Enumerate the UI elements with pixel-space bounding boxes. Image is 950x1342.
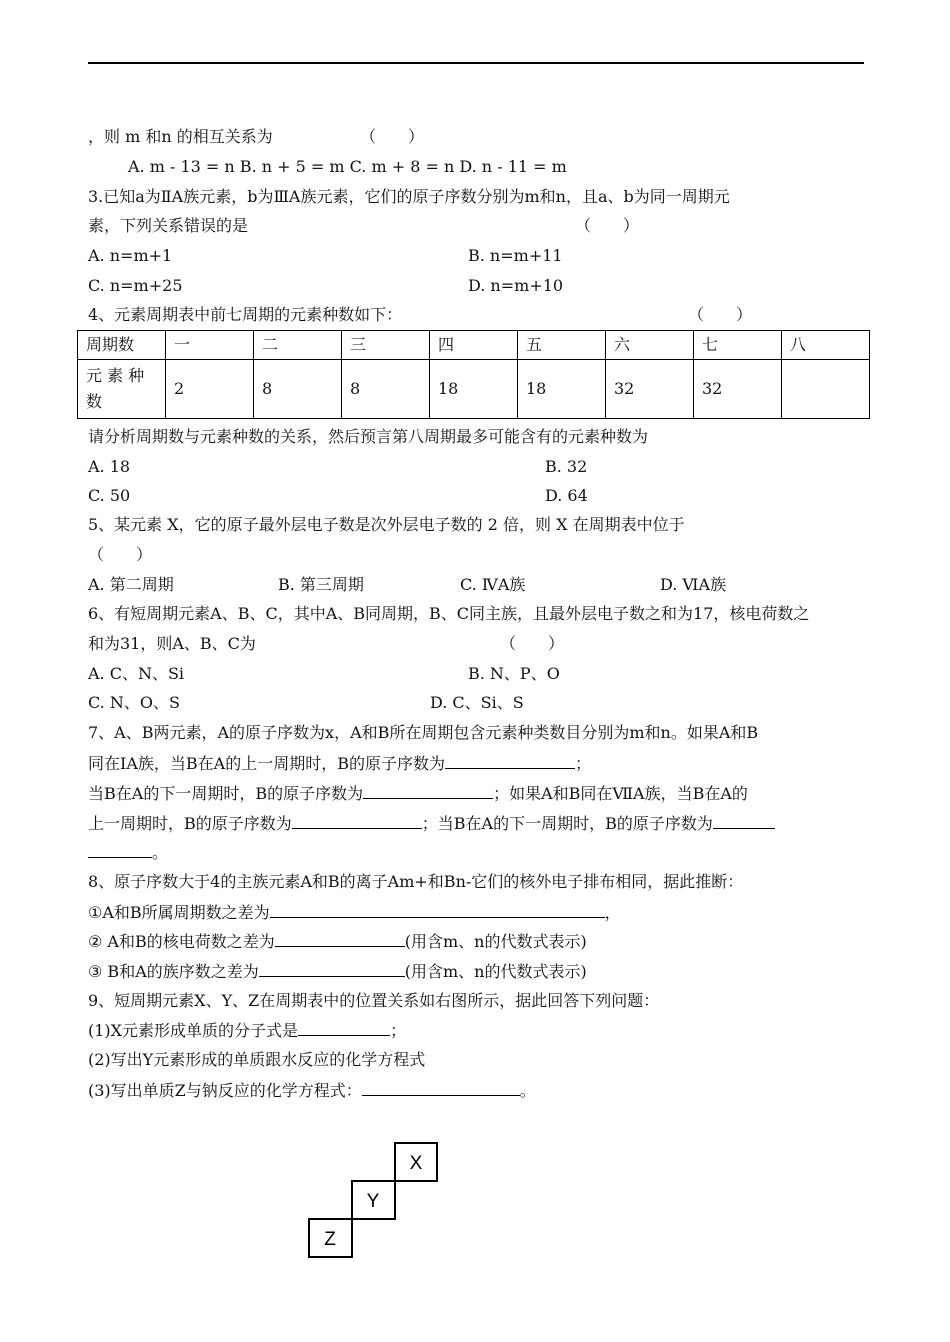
q8-sub3 <box>88 960 587 983</box>
q7-line5 <box>88 841 168 864</box>
q8-sub1-end: ， <box>604 903 621 922</box>
period-table <box>77 330 870 419</box>
q4-option-a: A. 18 <box>88 457 131 476</box>
q2-text: ，则 m 和n 的相互关系为 <box>88 127 273 146</box>
table-cell: 8 <box>342 360 430 419</box>
answer-blank[interactable] <box>270 901 605 918</box>
q4-paren: （ ） <box>688 305 753 324</box>
table-cell: 2 <box>166 360 254 419</box>
answer-blank[interactable] <box>275 930 405 947</box>
q4-question: 请分析周期数与元素种数的关系，然后预言第八周期最多可能含有的元素种数为 <box>88 427 649 446</box>
answer-blank[interactable] <box>362 1079 520 1096</box>
q3-line1: 3.已知a为ⅡA族元素，b为ⅢA族元素，它们的原子序数分别为m和n，且a、b为同一周期元 <box>88 187 730 206</box>
table-cell: 五 <box>518 331 606 360</box>
q7-line1: 7、A、B两元素，A的原子序数为x，A和B所在周期包含元素种类数目分别为m和n。如果A和B <box>88 723 759 742</box>
q6-paren: （ ） <box>500 634 565 653</box>
answer-blank[interactable] <box>363 782 493 799</box>
q7-line2-text: 同在ⅠA族，当B在A的上一周期时，B的原子序数为 <box>88 754 445 773</box>
q6-option-a: A. C、N、Si <box>88 664 185 683</box>
q8-sub1 <box>88 901 621 924</box>
table-row <box>78 360 870 419</box>
q3-option-c: C. n=m+25 <box>88 276 183 295</box>
q3-option-d: D. n=m+10 <box>468 276 564 295</box>
q2-paren: （ ） <box>360 127 425 146</box>
table-cell: 七 <box>694 331 782 360</box>
table-count-label <box>78 360 166 419</box>
table-cell: 32 <box>606 360 694 419</box>
table-cell: 八 <box>782 331 870 360</box>
answer-blank[interactable] <box>259 960 405 977</box>
periodic-position-figure <box>305 1135 445 1260</box>
q8-sub2 <box>88 930 587 953</box>
q7-line4-text: 上一周期时，B的原子序数为 <box>88 814 292 833</box>
q7-line4 <box>88 812 775 835</box>
q6-option-b: B. N、P、O <box>468 664 560 683</box>
q5-paren: （ ） <box>88 545 153 564</box>
q4-option-c: C. 50 <box>88 486 131 505</box>
q8-sub2-text: ② A和B的核电荷数之差为 <box>88 932 275 951</box>
q4-option-b: B. 32 <box>545 457 588 476</box>
table-header-label: 周期数 <box>78 331 166 360</box>
q9-sub3 <box>88 1079 536 1102</box>
q7-line2 <box>88 752 591 775</box>
table-row <box>78 331 870 360</box>
q9-sub1-end: ； <box>390 1021 407 1040</box>
q9-line1: 9、短周期元素X、Y、Z在周期表中的位置关系如右图所示，据此回答下列问题： <box>88 991 660 1010</box>
q6-line2: 和为31，则A、B、C为 <box>88 634 256 653</box>
q4-option-d: D. 64 <box>545 486 588 505</box>
q7-line3 <box>88 782 748 805</box>
count-label-line1: 元 素 种 <box>86 366 145 385</box>
q8-line1: 8、原子序数大于4的主族元素A和B的离子Am+和Bn-它们的核外电子排布相同，据此推断： <box>88 872 744 891</box>
label-y: Y <box>366 1191 380 1212</box>
q3-paren: （ ） <box>575 216 640 235</box>
q6-option-d: D. C、Si、S <box>430 693 524 712</box>
answer-blank[interactable] <box>713 812 775 829</box>
q6-option-c: C. N、O、S <box>88 693 180 712</box>
q8-sub3-text: ③ B和A的族序数之差为 <box>88 962 259 981</box>
count-label-line2: 数 <box>86 392 103 411</box>
q2-line <box>88 126 273 148</box>
table-cell: 四 <box>430 331 518 360</box>
q8-sub2-end: (用含m、n的代数式表示) <box>404 932 587 951</box>
q5-line1: 5、某元素 X，它的原子最外层电子数是次外层电子数的 2 倍，则 X 在周期表中位于 <box>88 515 685 534</box>
table-cell: 一 <box>166 331 254 360</box>
q7-line4-end: ；当B在A的下一周期时，B的原子序数为 <box>421 814 713 833</box>
label-x: X <box>409 1153 423 1174</box>
q7-line2-end: ； <box>574 754 591 773</box>
q9-sub3-text: (3)写出单质Z与钠反应的化学方程式： <box>88 1081 362 1100</box>
table-cell: 18 <box>430 360 518 419</box>
table-cell: 二 <box>254 331 342 360</box>
label-z: Z <box>324 1229 336 1250</box>
q9-sub3-end: 。 <box>519 1081 536 1100</box>
table-cell <box>782 360 870 419</box>
table-cell: 8 <box>254 360 342 419</box>
table-cell: 六 <box>606 331 694 360</box>
q8-sub1-text: ①A和B所属周期数之差为 <box>88 903 270 922</box>
q9-sub1 <box>88 1019 406 1042</box>
table-cell: 18 <box>518 360 606 419</box>
q5-option-d: D. ⅥA族 <box>660 575 727 594</box>
q3-option-a: A. n=m+1 <box>88 246 173 265</box>
q5-option-c: C. ⅣA族 <box>460 575 526 594</box>
q2-options: A. m - 13 = n B. n + 5 = m C. m + 8 = n D. n - 11 = m <box>128 157 567 176</box>
q9-sub2: (2)写出Y元素形成的单质跟水反应的化学方程式 <box>88 1050 426 1069</box>
header-rule <box>88 62 864 64</box>
table-cell: 32 <box>694 360 782 419</box>
answer-blank[interactable] <box>292 812 422 829</box>
answer-blank[interactable] <box>445 752 575 769</box>
q9-sub1-text: (1)X元素形成单质的分子式是 <box>88 1021 299 1040</box>
q7-line3-end: ；如果A和B同在ⅦA族，当B在A的 <box>493 784 748 803</box>
q4-line1: 4、元素周期表中前七周期的元素种数如下： <box>88 305 403 324</box>
q5-option-a: A. 第二周期 <box>88 575 174 594</box>
answer-blank[interactable] <box>298 1019 390 1036</box>
q8-sub3-end: (用含m、n的代数式表示) <box>404 962 587 981</box>
q3-option-b: B. n=m+11 <box>468 246 563 265</box>
q3-line2: 素，下列关系错误的是 <box>88 216 249 235</box>
answer-blank[interactable] <box>88 841 152 858</box>
table-cell: 三 <box>342 331 430 360</box>
q6-line1: 6、有短周期元素A、B、C，其中A、B同周期，B、C同主族，且最外层电子数之和为17，核电荷数之 <box>88 604 810 623</box>
q5-option-b: B. 第三周期 <box>278 575 364 594</box>
q7-line3-text: 当B在A的下一周期时，B的原子序数为 <box>88 784 364 803</box>
q7-line5-end: 。 <box>152 843 169 862</box>
